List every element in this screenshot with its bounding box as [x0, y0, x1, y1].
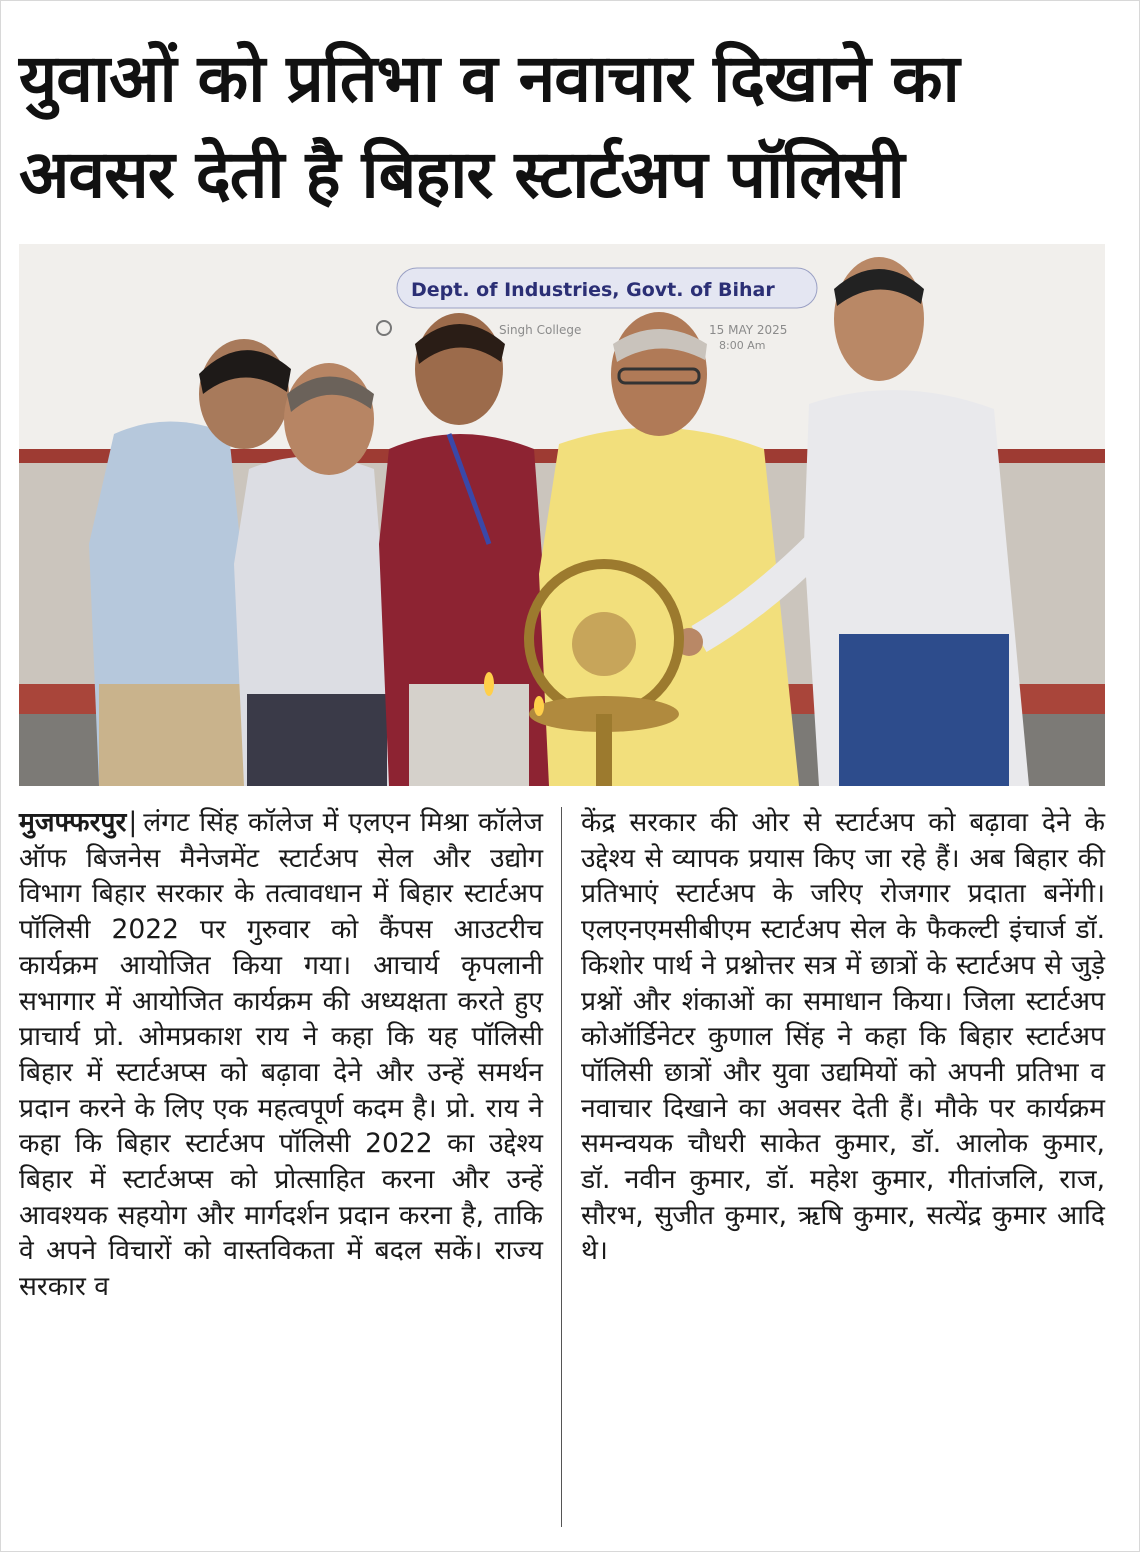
event-photo	[19, 244, 1105, 786]
article-text-left: लंगट सिंह कॉलेज में एलएन मिश्रा कॉलेज ऑफ बिजनेस मैनेजमेंट स्टार्टअप सेल और उद्योग विभाग बिहार सरकार के तत्वावधान में बिहार स्टार्टअप पॉलिसी 2022 पर गुरुवार को कैंपस आउटरीच कार्यक्रम आयोजित किया गया। आचार्य कृपलानी सभागार में आयोजित कार्यक्रम की अध्यक्षता करते हुए प्राचार्य प्रो. ओमप्रकाश राय ने कहा कि यह पॉलिसी बिहार में स्टार्टअप्स को बढ़ावा देने और उन्हें समर्थन प्रदान करने के लिए एक महत्वपूर्ण कदम है। प्रो. राय ने कहा कि बिहार स्टार्टअप पॉलिसी 2022 का उद्देश्य बिहार में स्टार्टअप्स को प्रोत्साहित करना और उन्हें आवश्यक सहयोग और मार्गदर्शन प्रदान करना है, ताकि वे अपने विचारों को वास्तविकता में बदल सकें। राज्य सरकार व	[19, 807, 543, 1303]
dateline: मुजफ्फरपुर |	[19, 807, 143, 838]
column-divider	[561, 807, 562, 1527]
headline	[19, 31, 1119, 223]
banner-text: Dept. of Industries, Govt. of Bihar	[411, 279, 775, 301]
headline-line-1: युवाओं को प्रतिभा व नवाचार दिखाने का	[19, 40, 959, 117]
venue-text: Singh College	[499, 323, 582, 337]
article-column-left	[19, 805, 543, 1305]
article-column-right	[581, 805, 1105, 1269]
article-text-right: केंद्र सरकार की ओर से स्टार्टअप को बढ़ावा देने के उद्देश्य से व्यापक प्रयास किए जा रहे हैं। अब बिहार की प्रतिभाएं स्टार्टअप के जरिए रोजगार प्रदाता बनेंगी। एलएनएमसीबीएम स्टार्टअप सेल के फैकल्टी इंचार्ज डॉ. किशोर पार्थ ने प्रश्नोत्तर सत्र में छात्रों के स्टार्टअप से जुड़े प्रश्नों और शंकाओं का समाधान किया। जिला स्टार्टअप कोऑर्डिनेटर कुणाल सिंह ने कहा कि बिहार स्टार्टअप पॉलिसी छात्रों और युवा उद्यमियों को अपनी प्रतिभा व नवाचार दिखाने का अवसर देती हैं। मौके पर कार्यक्रम समन्वयक चौधरी साकेत कुमार, डॉ. आलोक कुमार, डॉ. नवीन कुमार, डॉ. महेश कुमार, गीतांजलि, राज, सौरभ, सुजीत कुमार, ऋषि कुमार, सत्येंद्र कुमार आदि थे।	[581, 807, 1105, 1267]
date-text: 15 MAY 2025	[709, 323, 788, 337]
time-text: 8:00 Am	[719, 339, 766, 352]
headline-line-2: अवसर देती है बिहार स्टार्टअप पॉलिसी	[19, 136, 904, 213]
